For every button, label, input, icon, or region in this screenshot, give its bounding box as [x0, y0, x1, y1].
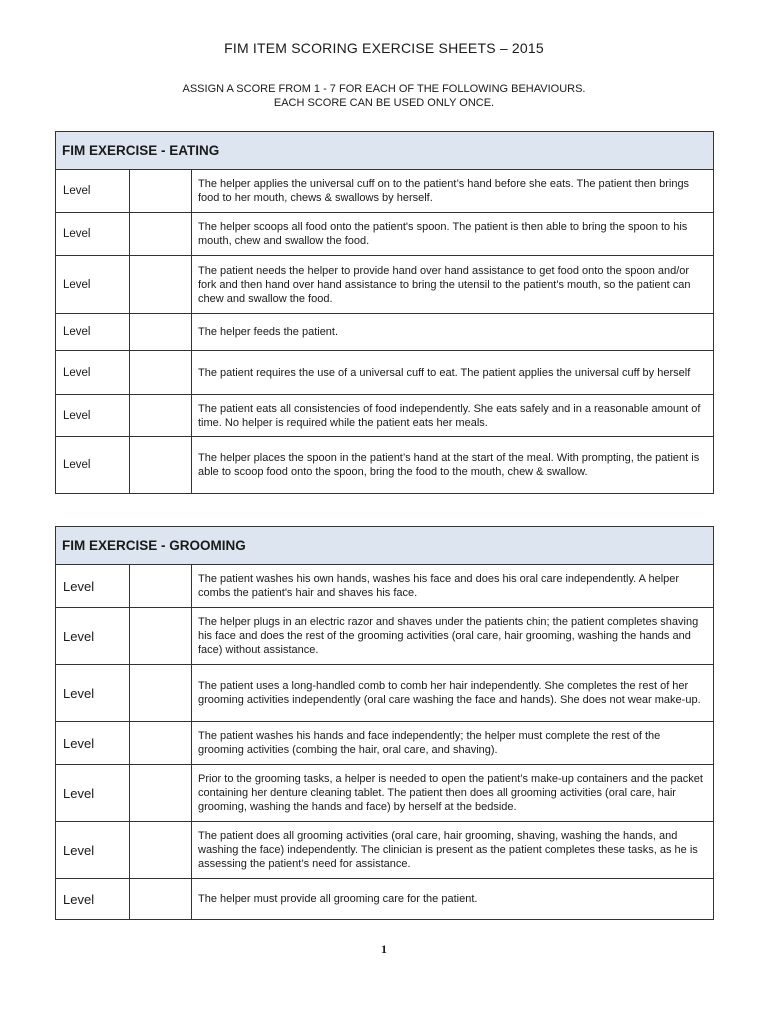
behaviour-description: The patient eats all consistencies of food independently. She eats safely and in a reasonable amount of time. No helper is required while the patient eats her meals.	[192, 395, 714, 437]
behaviour-description: The patient needs the helper to provide hand over hand assistance to get food onto the spoon and/or fork and then hand over hand assistance to bring the utensil to the patient's mouth, so the patient can chew and swallow the food.	[192, 256, 714, 314]
level-label: Level	[56, 722, 130, 765]
level-label: Level	[56, 213, 130, 256]
table-row	[56, 351, 714, 395]
score-cell[interactable]	[130, 395, 192, 437]
level-label: Level	[56, 395, 130, 437]
behaviour-description: The helper must provide all grooming care for the patient.	[192, 879, 714, 920]
score-cell[interactable]	[130, 351, 192, 395]
behaviour-description: The patient requires the use of a universal cuff to eat. The patient applies the universal cuff by herself	[192, 351, 714, 395]
score-cell[interactable]	[130, 213, 192, 256]
table-row	[56, 722, 714, 765]
eating-heading: FIM EXERCISE - EATING	[56, 132, 714, 170]
level-label: Level	[56, 565, 130, 608]
score-cell[interactable]	[130, 608, 192, 665]
level-label: Level	[56, 608, 130, 665]
table-row	[56, 765, 714, 822]
behaviour-description: The patient washes his own hands, washes his face and does his oral care independently. A helper combs the patient's hair and shaves his face.	[192, 565, 714, 608]
table-row	[56, 822, 714, 879]
table-row	[56, 879, 714, 920]
table-row	[56, 665, 714, 722]
grooming-heading-row	[56, 527, 714, 565]
level-label: Level	[56, 170, 130, 213]
level-label: Level	[56, 437, 130, 494]
score-cell[interactable]	[130, 170, 192, 213]
behaviour-description: The helper plugs in an electric razor and shaves under the patients chin; the patient completes shaving his face and does the rest of the grooming activities (oral care, hair grooming, washing the hands and face) without assistance.	[192, 608, 714, 665]
page-title: FIM ITEM SCORING EXERCISE SHEETS – 2015	[224, 40, 544, 56]
behaviour-description: The patient uses a long-handled comb to comb her hair independently. She completes the rest of her grooming activities independently (oral care washing the face and hands). She does not wear make-up.	[192, 665, 714, 722]
table-row	[56, 437, 714, 494]
eating-heading-row	[56, 132, 714, 170]
level-label: Level	[56, 256, 130, 314]
eating-table	[55, 131, 714, 494]
table-row	[56, 314, 714, 351]
table-row	[56, 170, 714, 213]
table-row	[56, 213, 714, 256]
behaviour-description: Prior to the grooming tasks, a helper is needed to open the patient’s make-up containers and the packet containing her denture cleaning tablet. The patient then does all grooming activities (oral care, hair grooming, washing the hands and face) by herself at the bedside.	[192, 765, 714, 822]
behaviour-description: The patient does all grooming activities (oral care, hair grooming, shaving, washing the hands, and washing the face) independently. The clinician is present as the patient completes these tasks, as he is assessing the patient’s need for assistance.	[192, 822, 714, 879]
score-cell[interactable]	[130, 314, 192, 351]
score-cell[interactable]	[130, 722, 192, 765]
grooming-table	[55, 526, 714, 920]
table-row	[56, 565, 714, 608]
behaviour-description: The helper feeds the patient.	[192, 314, 714, 351]
grooming-heading: FIM EXERCISE - GROOMING	[56, 527, 714, 565]
score-cell[interactable]	[130, 256, 192, 314]
score-cell[interactable]	[130, 565, 192, 608]
score-cell[interactable]	[130, 437, 192, 494]
behaviour-description: The helper applies the universal cuff on to the patient’s hand before she eats. The patient then brings food to her mouth, chews & swallows by herself.	[192, 170, 714, 213]
score-cell[interactable]	[130, 879, 192, 920]
level-label: Level	[56, 879, 130, 920]
level-label: Level	[56, 665, 130, 722]
level-label: Level	[56, 822, 130, 879]
score-cell[interactable]	[130, 822, 192, 879]
level-label: Level	[56, 765, 130, 822]
level-label: Level	[56, 314, 130, 351]
behaviour-description: The helper scoops all food onto the patient's spoon. The patient is then able to bring the spoon to his mouth, chew and swallow the food.	[192, 213, 714, 256]
score-cell[interactable]	[130, 665, 192, 722]
score-cell[interactable]	[130, 765, 192, 822]
table-row	[56, 608, 714, 665]
instruction-line-1: ASSIGN A SCORE FROM 1 - 7 FOR EACH OF THE FOLLOWING BEHAVIOURS.	[182, 83, 586, 95]
page-number: 1	[381, 942, 387, 956]
behaviour-description: The patient washes his hands and face independently; the helper must complete the rest of the grooming activities (combing the hair, oral care, and shaving).	[192, 722, 714, 765]
behaviour-description: The helper places the spoon in the patient’s hand at the start of the meal. With prompting, the patient is able to scoop food onto the spoon, bring the food to the mouth, chew & swallow.	[192, 437, 714, 494]
instruction-line-2: EACH SCORE CAN BE USED ONLY ONCE.	[273, 97, 495, 109]
table-row	[56, 395, 714, 437]
level-label: Level	[56, 351, 130, 395]
table-row	[56, 256, 714, 314]
